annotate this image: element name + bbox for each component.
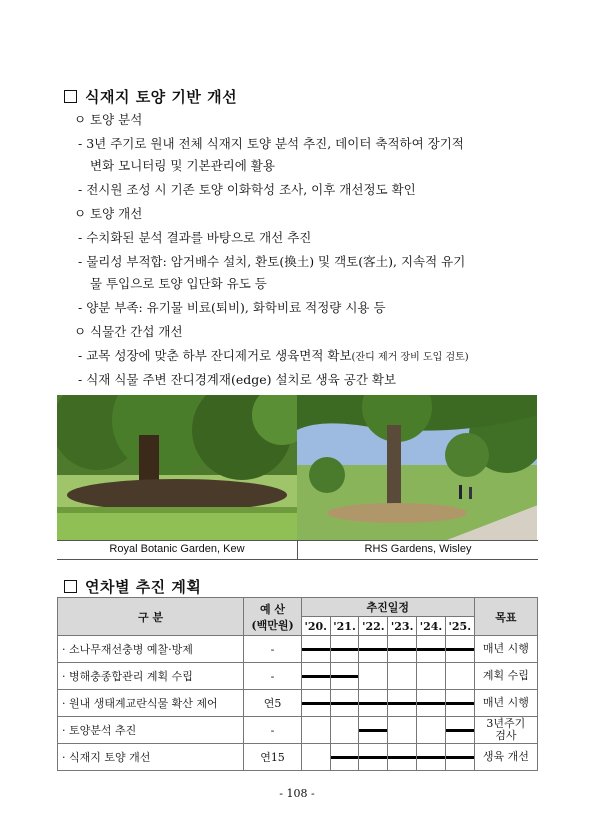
photo-strip bbox=[57, 395, 538, 540]
plan-row bbox=[58, 717, 538, 744]
row-budget: - bbox=[244, 663, 302, 690]
schedule-cell bbox=[388, 663, 417, 690]
schedule-cell bbox=[417, 636, 446, 663]
header-year: '22. bbox=[359, 617, 388, 636]
schedule-bar bbox=[446, 702, 474, 705]
schedule-cell bbox=[445, 636, 474, 663]
row-budget: - bbox=[244, 636, 302, 663]
bullet-soil-analysis: ㅇ 토양 분석 bbox=[74, 112, 143, 127]
text-line: - 수치화된 분석 결과를 바탕으로 개선 추진 bbox=[78, 230, 312, 245]
row-budget: 연15 bbox=[244, 744, 302, 771]
row-goal: 3년주기 검사 bbox=[474, 717, 537, 744]
schedule-cell bbox=[301, 690, 330, 717]
schedule-bar bbox=[302, 702, 330, 705]
schedule-bar bbox=[388, 756, 416, 759]
schedule-bar bbox=[359, 729, 387, 732]
row-goal: 매년 시행 bbox=[474, 636, 537, 663]
checkbox-square-icon bbox=[64, 580, 77, 593]
schedule-cell bbox=[445, 663, 474, 690]
row-task: · 토양분석 추진 bbox=[58, 717, 244, 744]
row-goal: 생육 개선 bbox=[474, 744, 537, 771]
schedule-cell bbox=[359, 690, 388, 717]
schedule-cell bbox=[359, 717, 388, 744]
schedule-bar bbox=[302, 675, 330, 678]
row-task: · 원내 생태계교란식물 확산 제어 bbox=[58, 690, 244, 717]
schedule-cell bbox=[417, 690, 446, 717]
schedule-bar bbox=[388, 648, 416, 651]
schedule-cell bbox=[359, 636, 388, 663]
header-year: '23. bbox=[388, 617, 417, 636]
kew-caption: Royal Botanic Garden, Kew bbox=[57, 541, 298, 559]
plan-row bbox=[58, 744, 538, 771]
schedule-cell bbox=[417, 744, 446, 771]
row-task: · 식재지 토양 개선 bbox=[58, 744, 244, 771]
plan-row bbox=[58, 663, 538, 690]
schedule-bar bbox=[331, 648, 359, 651]
schedule-bar bbox=[331, 675, 359, 678]
schedule-cell bbox=[359, 744, 388, 771]
schedule-cell bbox=[330, 717, 359, 744]
schedule-bar bbox=[388, 702, 416, 705]
schedule-cell bbox=[301, 717, 330, 744]
header-year: '21. bbox=[330, 617, 359, 636]
page-number: - 108 - bbox=[279, 787, 315, 800]
row-task: · 병해충종합관리 계획 수립 bbox=[58, 663, 244, 690]
schedule-cell bbox=[417, 717, 446, 744]
wisley-caption: RHS Gardens, Wisley bbox=[364, 543, 472, 555]
schedule-bar bbox=[331, 702, 359, 705]
header-goal: 목표 bbox=[474, 598, 537, 636]
kew-garden-photo bbox=[57, 395, 297, 540]
section-title-annual-plan: 연차별 추진 계획 bbox=[64, 576, 201, 597]
schedule-cell bbox=[330, 690, 359, 717]
schedule-cell bbox=[417, 663, 446, 690]
schedule-bar bbox=[331, 756, 359, 759]
schedule-cell bbox=[388, 717, 417, 744]
schedule-cell bbox=[301, 744, 330, 771]
schedule-cell bbox=[330, 744, 359, 771]
schedule-cell bbox=[330, 636, 359, 663]
plan-row bbox=[58, 690, 538, 717]
text-line: 변화 모니터링 및 기본관리에 활용 bbox=[90, 158, 275, 173]
schedule-cell bbox=[388, 636, 417, 663]
schedule-cell bbox=[388, 690, 417, 717]
header-category: 구 분 bbox=[58, 598, 244, 636]
header-year: '20. bbox=[301, 617, 330, 636]
checkbox-square-icon bbox=[64, 90, 77, 103]
photo-captions bbox=[57, 540, 538, 560]
annual-plan-table bbox=[57, 597, 538, 771]
row-task: · 소나무재선충병 예찰·방제 bbox=[58, 636, 244, 663]
header-schedule: 추진일정 bbox=[301, 598, 474, 617]
schedule-bar bbox=[417, 756, 445, 759]
schedule-cell bbox=[388, 744, 417, 771]
schedule-bar bbox=[417, 702, 445, 705]
schedule-bar bbox=[359, 702, 387, 705]
schedule-cell bbox=[301, 663, 330, 690]
schedule-cell bbox=[330, 663, 359, 690]
text-line: - 3년 주기로 원내 전체 식재지 토양 분석 추진, 데이터 축적하여 장기적 bbox=[78, 136, 464, 151]
schedule-bar bbox=[359, 648, 387, 651]
text-line: - 교목 성장에 맞춘 하부 잔디제거로 생육면적 확보(잔디 제거 장비 도입 검토) bbox=[78, 348, 469, 363]
row-goal: 계획 수립 bbox=[474, 663, 537, 690]
text-line: - 전시원 조성 시 기존 토양 이화학성 조사, 이후 개선정도 확인 bbox=[78, 182, 416, 197]
header-year: '25. bbox=[445, 617, 474, 636]
schedule-bar bbox=[417, 648, 445, 651]
schedule-cell bbox=[445, 690, 474, 717]
wisley-garden-photo bbox=[297, 395, 537, 540]
schedule-bar bbox=[446, 756, 474, 759]
section-title-soil: 식재지 토양 기반 개선 bbox=[64, 86, 237, 107]
schedule-bar bbox=[302, 648, 330, 651]
header-year: '24. bbox=[417, 617, 446, 636]
row-goal: 매년 시행 bbox=[474, 690, 537, 717]
text-line: 물 투입으로 토양 입단화 유도 등 bbox=[90, 276, 267, 291]
bullet-soil-improvement: ㅇ 토양 개선 bbox=[74, 206, 143, 221]
schedule-bar bbox=[446, 648, 474, 651]
row-budget: - bbox=[244, 717, 302, 744]
header-budget: 예 산 (백만원) bbox=[244, 598, 302, 636]
plan-row bbox=[58, 636, 538, 663]
row-budget: 연5 bbox=[244, 690, 302, 717]
text-line: - 물리성 부적합: 암거배수 설치, 환토(換土) 및 객토(客土), 지속적 유기 bbox=[78, 254, 466, 269]
text-line: - 양분 부족: 유기물 비료(퇴비), 화학비료 적정량 시용 등 bbox=[78, 300, 386, 315]
bullet-plant-interference: ㅇ 식물간 간섭 개선 bbox=[74, 324, 183, 339]
schedule-bar bbox=[359, 756, 387, 759]
text-line: - 식재 식물 주변 잔디경계재(edge) 설치로 생육 공간 확보 bbox=[78, 372, 397, 387]
schedule-cell bbox=[445, 744, 474, 771]
schedule-cell bbox=[301, 636, 330, 663]
schedule-bar bbox=[446, 729, 474, 732]
schedule-cell bbox=[445, 717, 474, 744]
schedule-cell bbox=[359, 663, 388, 690]
